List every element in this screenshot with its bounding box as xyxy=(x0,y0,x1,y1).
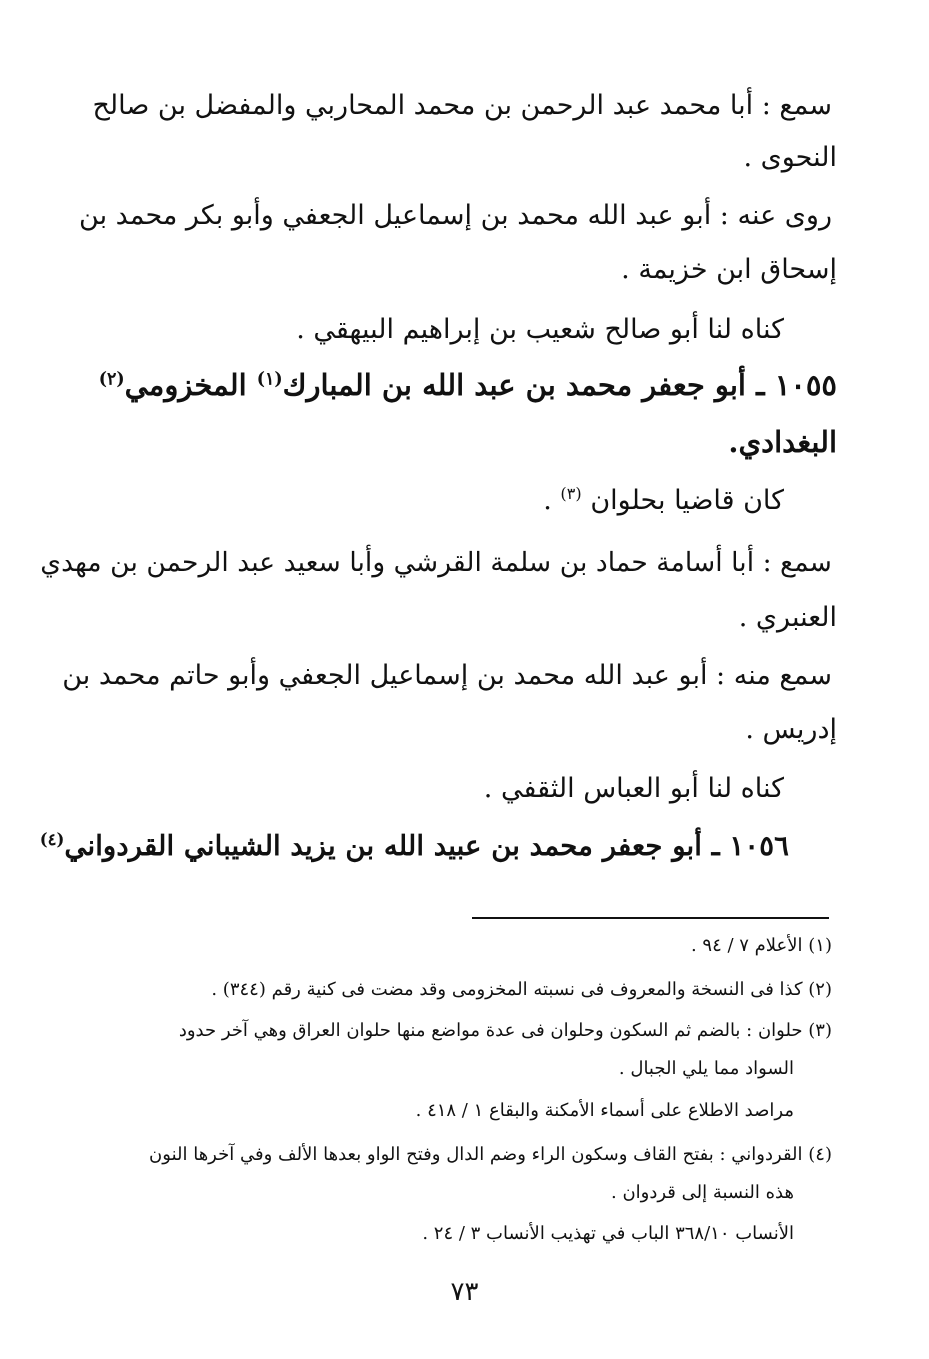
footnote-3-line-1: (٣) حلوان : بالضم ثم السكون وحلوان فى عدة مواضع منها حلوان العراق وهي آخر حدود xyxy=(178,1020,832,1041)
entry-1055-nisba: المخزومي xyxy=(124,368,257,402)
heard-from-line-2: العنبري . xyxy=(738,602,837,633)
footnote-4-line-2: هذه النسبة إلى قردوان . xyxy=(611,1182,794,1203)
page-number: ٧٣ xyxy=(450,1277,479,1307)
footnote-3-source: مراصد الاطلاع على أسماء الأمكنة والبقاع ١ / ٤١٨ . xyxy=(415,1100,794,1121)
judge-line xyxy=(543,483,784,519)
heard-by-line-2: إدريس . xyxy=(745,714,837,745)
footnote-divider xyxy=(472,917,829,919)
footnote-4-line-1: (٤) القردواني : بفتح القاف وسكون الراء وضم الدال وفتح الواو بعدها الألف وفي آخرها النون xyxy=(149,1144,832,1165)
kunya-line-2: كناه لنا أبو العباس الثقفي . xyxy=(483,773,784,804)
footnote-ref-2: (٢) xyxy=(98,369,125,390)
entry-1056-heading xyxy=(40,828,789,864)
entry-1055-heading-line-2: البغدادي. xyxy=(728,425,837,459)
entry-1055-name: ١٠٥٥ ـ أبو جعفر محمد بن عبد الله بن المبارك xyxy=(282,368,837,402)
narrator-heard-line-2: النحوى . xyxy=(743,142,837,173)
judge-text: كان قاضيا بحلوان xyxy=(581,485,784,516)
narrated-from-line-2: إسحاق ابن خزيمة . xyxy=(621,254,837,285)
footnote-4-source: الأنساب ٣٦٨/١٠ الباب في تهذيب الأنساب ٣ / ٢٤ . xyxy=(422,1223,794,1244)
footnote-ref-4: (٤) xyxy=(39,828,65,849)
footnote-ref-3: (٣) xyxy=(560,484,582,503)
kunya-line-1: كناه لنا أبو صالح شعيب بن إبراهيم البيهقي . xyxy=(296,314,784,345)
footnote-3-line-2: السواد مما يلي الجبال . xyxy=(618,1058,794,1079)
entry-1055-heading-line-1 xyxy=(99,367,837,403)
narrated-from-line-1: روى عنه : أبو عبد الله محمد بن إسماعيل الجعفي وأبو بكر محمد بن xyxy=(79,200,832,231)
judge-text-end: . xyxy=(543,485,561,516)
footnote-1: (١) الأعلام ٧ / ٩٤ . xyxy=(690,935,832,956)
footnote-ref-1: (١) xyxy=(256,369,283,390)
heard-from-line-1: سمع : أبا أسامة حماد بن سلمة القرشي وأبا سعيد عبد الرحمن بن مهدي xyxy=(40,547,832,578)
entry-1056-name: ١٠٥٦ ـ أبو جعفر محمد بن عبيد الله بن يزيد الشيباني القردواني xyxy=(64,829,789,862)
footnote-2: (٢) كذا فى النسخة والمعروف فى نسبته المخزومى وقد مضت فى كنية رقم (٣٤٤) . xyxy=(211,979,832,1000)
heard-by-line-1: سمع منه : أبو عبد الله محمد بن إسماعيل الجعفي وأبو حاتم محمد بن xyxy=(62,660,832,691)
narrator-heard-line-1: سمع : أبا محمد عبد الرحمن بن محمد المحاربي والمفضل بن صالح xyxy=(92,90,832,121)
